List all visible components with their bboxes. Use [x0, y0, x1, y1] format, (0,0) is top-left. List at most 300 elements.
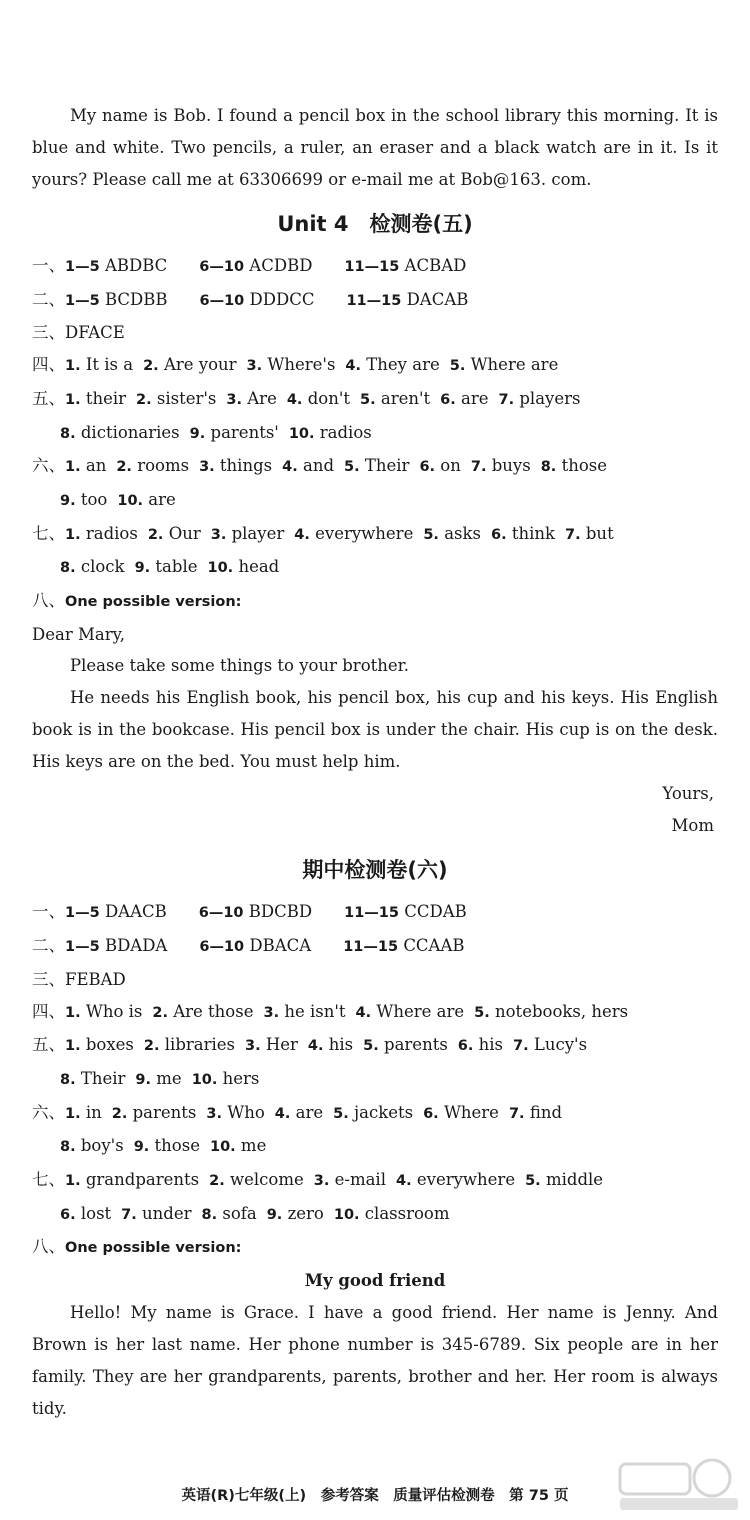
answer-value: rooms	[137, 456, 190, 476]
answer-number: 4.	[396, 1173, 412, 1190]
answer-number: 9.	[135, 1071, 152, 1088]
answer-item	[289, 423, 372, 442]
answer-number: 6—10	[198, 905, 244, 922]
answer-value: BDADA	[104, 936, 168, 956]
answer-number: 6.	[423, 1105, 439, 1122]
answer-item	[65, 256, 167, 275]
answer-item	[60, 557, 125, 576]
answer-item	[60, 1069, 125, 1088]
answer-item	[65, 524, 138, 543]
answer-number: 1—5	[65, 905, 100, 922]
answer-line	[32, 585, 718, 619]
answer-item	[206, 1103, 264, 1122]
question-group-label: 二、	[32, 289, 65, 309]
answer-line	[32, 284, 718, 318]
section-answers-unit4	[32, 250, 718, 619]
answer-number: 8.	[60, 425, 76, 442]
answer-number: 8.	[201, 1206, 218, 1223]
answer-item	[565, 524, 614, 543]
answer-item	[144, 1035, 235, 1054]
question-group-label: 五、	[32, 1035, 65, 1055]
answer-number: 8.	[540, 459, 557, 476]
answer-number: 1.	[65, 526, 81, 543]
answer-item	[136, 389, 216, 408]
letter-signature: Mom	[671, 816, 714, 836]
answer-number: 5.	[474, 1004, 490, 1021]
answer-value: and	[302, 456, 335, 476]
answer-item	[471, 456, 531, 475]
answer-value: find	[529, 1102, 563, 1122]
answer-item	[423, 1103, 499, 1122]
answer-item	[282, 456, 334, 475]
answer-item	[192, 1069, 260, 1088]
answer-value: DAACB	[104, 902, 167, 922]
answer-value: everywhere	[416, 1170, 516, 1190]
answer-value: middle	[545, 1170, 604, 1190]
letter-closing: Yours,	[662, 784, 714, 804]
answer-value: It is a	[85, 355, 134, 375]
answer-value: Where's	[267, 355, 336, 375]
answer-item	[423, 524, 481, 543]
answer-value: BCDBB	[104, 289, 168, 309]
section-title-unit4: Unit 4 检测卷(五)	[277, 212, 473, 236]
answer-item	[226, 389, 276, 408]
answer-number: 1.	[65, 358, 81, 375]
answer-number: 11—15	[344, 259, 400, 275]
question-group-label: 四、	[32, 1001, 65, 1021]
answer-item	[199, 256, 312, 275]
answer-item	[116, 456, 189, 475]
answer-value: are	[295, 1102, 324, 1122]
answer-value: Are those	[173, 1001, 254, 1021]
question-group-label: 三、	[32, 323, 65, 343]
question-group-label: 七、	[32, 523, 65, 543]
answer-value: he isn't	[284, 1001, 346, 1021]
answer-number: 7.	[565, 526, 581, 543]
answer-line	[32, 1198, 718, 1232]
answer-value: parents'	[210, 422, 279, 442]
answer-item	[121, 1204, 191, 1223]
answer-value: Our	[168, 523, 201, 543]
answer-value: welcome	[229, 1170, 304, 1190]
answer-number: 5.	[363, 1038, 379, 1055]
answer-item	[513, 1035, 587, 1054]
answer-line	[32, 551, 718, 585]
answer-value: things	[219, 456, 273, 476]
answer-number: 1.	[65, 1038, 81, 1055]
answer-value: BDCBD	[248, 902, 313, 922]
answer-number: 3.	[313, 1173, 330, 1190]
answer-number: 1.	[65, 1004, 81, 1021]
answer-number: 3.	[263, 1004, 280, 1021]
answer-item	[308, 1035, 353, 1054]
answer-item	[135, 1069, 181, 1088]
answer-value: his	[328, 1035, 354, 1055]
answer-number: 4.	[282, 459, 298, 476]
letter-paragraph: He needs his English book, his pencil box, his cup and his keys. His English book is in the bookcase. His pencil box is under the chair. His cup is on the desk. His keys are on the bed. You must help him.	[32, 688, 718, 772]
answer-value: but	[585, 523, 614, 543]
answer-number: 2.	[152, 1004, 168, 1021]
answer-item	[211, 524, 285, 543]
answer-item	[360, 389, 430, 408]
answer-number: 9.	[189, 425, 206, 442]
question-group-label: 二、	[32, 936, 65, 956]
answer-item	[287, 389, 350, 408]
answer-value: under	[142, 1203, 192, 1223]
answer-number: 1.	[65, 1105, 81, 1122]
question-group-label: 一、	[32, 256, 65, 275]
answer-value: those	[154, 1136, 200, 1156]
answer-number: 5.	[344, 459, 360, 476]
answer-item	[60, 423, 180, 442]
answer-item	[345, 355, 439, 374]
question-group-label: 六、	[32, 1102, 65, 1122]
answer-item	[135, 557, 198, 576]
answer-item	[199, 936, 311, 955]
answer-number: 10.	[117, 492, 144, 509]
question-group-label: 四、	[32, 355, 65, 375]
answer-value: an	[85, 456, 107, 476]
answer-number: 10.	[333, 1206, 360, 1223]
answer-item	[245, 1035, 298, 1054]
answer-value: notebooks, hers	[495, 1001, 629, 1021]
answer-value: FEBAD	[65, 969, 126, 989]
answer-item	[202, 1204, 257, 1223]
answer-item	[440, 389, 488, 408]
answer-number: 6—10	[199, 939, 245, 956]
section-title-midterm: 期中检测卷(六)	[302, 858, 448, 883]
answer-number: 3.	[246, 358, 263, 375]
answer-value: don't	[307, 388, 350, 408]
answer-value: those	[561, 456, 607, 476]
answer-number: 6.	[419, 459, 436, 476]
answer-value: Their	[364, 456, 410, 476]
answer-number: 2.	[111, 1105, 128, 1122]
answer-page	[32, 100, 718, 1425]
answer-number: 7.	[513, 1038, 529, 1055]
answer-value: radios	[319, 422, 372, 442]
answer-line	[32, 518, 718, 552]
answer-item	[499, 389, 581, 408]
answer-value: grandparents	[85, 1170, 200, 1190]
answer-value: DACAB	[406, 289, 469, 309]
answer-item	[396, 1170, 515, 1189]
answer-value: They are	[366, 355, 440, 375]
answer-item	[60, 490, 107, 509]
answer-item	[343, 936, 464, 955]
answer-value: players	[519, 388, 581, 408]
answer-number: 11—15	[344, 905, 399, 922]
answer-number: 1.	[65, 1173, 81, 1190]
answer-item	[333, 1103, 413, 1122]
answer-value: radios	[85, 523, 138, 543]
answer-line	[32, 964, 718, 996]
answer-value: Are your	[163, 355, 237, 375]
answer-item	[190, 423, 279, 442]
answer-item	[199, 456, 272, 475]
answer-value: everywhere	[315, 523, 414, 543]
answer-value: lost	[80, 1203, 112, 1223]
answer-number: 7.	[508, 1105, 525, 1122]
answer-value: think	[511, 523, 556, 543]
answer-number: 2.	[136, 391, 152, 408]
answer-line	[32, 930, 718, 964]
answer-item	[294, 524, 413, 543]
answer-number: 4.	[274, 1105, 291, 1122]
answer-item	[65, 1035, 134, 1054]
answer-line	[32, 383, 718, 417]
writing-prompt-label: One possible version:	[65, 1240, 242, 1257]
answer-number: 9.	[266, 1206, 283, 1223]
answer-item	[356, 1002, 465, 1021]
answer-value: parents	[384, 1035, 448, 1055]
writing-prompt-label: One possible version:	[65, 594, 242, 611]
answer-value: boxes	[85, 1035, 134, 1055]
answer-value: player	[231, 523, 285, 543]
answer-value: sister's	[156, 388, 217, 408]
answer-item	[491, 524, 555, 543]
answer-value: boy's	[80, 1136, 124, 1156]
answer-number: 3.	[245, 1038, 261, 1055]
answer-number: 2.	[143, 1038, 160, 1055]
answer-number: 8.	[60, 1071, 76, 1088]
answer-item	[208, 557, 280, 576]
answer-item	[344, 456, 409, 475]
answer-line	[32, 417, 718, 451]
answer-value: zero	[287, 1203, 324, 1223]
answer-value: are	[148, 489, 176, 509]
answer-value: parents	[132, 1102, 197, 1122]
answer-value: libraries	[164, 1035, 236, 1055]
section-answers-midterm	[32, 896, 718, 1265]
answer-value: Are	[247, 388, 277, 408]
answer-number: 2.	[147, 526, 164, 543]
answer-item	[525, 1170, 603, 1189]
answer-number: 6—10	[199, 259, 245, 275]
answer-value: his	[478, 1035, 504, 1055]
answer-number: 6.	[457, 1038, 474, 1055]
question-group-label: 六、	[32, 456, 65, 476]
answer-number: 10.	[209, 1139, 236, 1156]
answer-number: 1—5	[65, 939, 100, 956]
answer-number: 4.	[307, 1038, 324, 1055]
answer-value: DDDCC	[249, 289, 315, 309]
answer-number: 5.	[333, 1105, 349, 1122]
answer-value: ACDBD	[249, 256, 313, 275]
answer-line	[32, 250, 718, 284]
answer-value: asks	[444, 523, 481, 543]
answer-item	[65, 1002, 142, 1021]
answer-item	[509, 1103, 562, 1122]
answer-item	[199, 290, 314, 309]
answer-value: their	[85, 388, 127, 408]
answer-item	[210, 1136, 266, 1155]
answer-line	[32, 1063, 718, 1097]
answer-item	[65, 902, 167, 921]
answer-item	[419, 456, 460, 475]
question-group-label: 五、	[32, 388, 65, 408]
answer-number: 1.	[65, 391, 81, 408]
answer-item	[344, 256, 466, 275]
answer-value: dictionaries	[80, 422, 180, 442]
answer-item	[148, 524, 201, 543]
answer-line	[32, 1231, 718, 1265]
answer-number: 5.	[525, 1173, 541, 1190]
answer-number: 3.	[210, 526, 227, 543]
answer-item	[275, 1103, 323, 1122]
answer-line	[32, 1097, 718, 1131]
answer-item	[65, 936, 167, 955]
page-footer: 英语(R)七年级(上) 参考答案 质量评估检测卷 第 75 页	[181, 1488, 569, 1504]
answer-item	[344, 902, 467, 921]
answer-number: 4.	[294, 526, 310, 543]
answer-item	[60, 1204, 111, 1223]
answer-number: 8.	[60, 560, 76, 577]
answer-item	[247, 355, 336, 374]
answer-value: buys	[491, 456, 531, 476]
answer-value: hers	[222, 1068, 260, 1088]
answer-item	[209, 1170, 304, 1189]
answer-value: CCAAB	[403, 936, 465, 956]
answer-value: clock	[80, 557, 125, 577]
answer-number: 3.	[206, 1105, 223, 1122]
question-group-label: 三、	[32, 969, 65, 989]
answer-number: 3.	[226, 391, 243, 408]
question-group-label: 一、	[32, 902, 65, 922]
answer-number: 5.	[449, 358, 466, 375]
answer-value: ABDBC	[104, 256, 168, 275]
answer-item	[65, 456, 106, 475]
answer-number: 1—5	[65, 259, 100, 275]
answer-item	[541, 456, 607, 475]
answer-number: 9.	[134, 560, 151, 577]
answer-item	[65, 389, 126, 408]
letter-greeting: Dear Mary,	[32, 624, 125, 644]
answer-number: 7.	[121, 1206, 137, 1223]
answer-item	[65, 323, 125, 342]
answer-number: 11—15	[346, 292, 402, 309]
answer-item	[65, 1170, 199, 1189]
answer-item	[450, 355, 559, 374]
answer-number: 9.	[60, 492, 76, 509]
answer-number: 5.	[360, 391, 376, 408]
answer-value: in	[85, 1102, 102, 1122]
answer-item	[60, 1136, 124, 1155]
answer-value: Who is	[85, 1001, 143, 1021]
essay-paragraph: Hello! My name is Grace. I have a good friend. Her name is Jenny. And Brown is her last name. Her phone number is 345-6789. Six people are in her family. They are her grandparents, parents, brother and her. Her room is always tidy.	[32, 1303, 718, 1419]
answer-line	[32, 450, 718, 484]
answer-number: 9.	[133, 1139, 150, 1156]
answer-number: 7.	[498, 391, 515, 408]
answer-number: 6.	[440, 391, 456, 408]
answer-value: me	[240, 1136, 267, 1156]
answer-value: are	[461, 388, 489, 408]
answer-value: Where are	[376, 1001, 465, 1021]
answer-item	[134, 1136, 200, 1155]
answer-item	[143, 355, 236, 374]
question-group-label: 七、	[32, 1170, 65, 1190]
answer-item	[474, 1002, 628, 1021]
answer-value: me	[156, 1068, 182, 1088]
answer-value: Where	[443, 1102, 499, 1122]
answer-value: classroom	[364, 1203, 450, 1223]
answer-value: jackets	[354, 1102, 414, 1122]
answer-item	[458, 1035, 503, 1054]
answer-number: 10.	[288, 425, 315, 442]
answer-item	[199, 902, 312, 921]
answer-number: 11—15	[343, 939, 399, 956]
answer-number: 4.	[345, 358, 362, 375]
letter-paragraph: Please take some things to your brother.	[70, 656, 409, 676]
answer-number: 2.	[116, 459, 132, 476]
answer-item	[263, 1002, 345, 1021]
answer-value: head	[238, 557, 280, 577]
answer-line	[32, 317, 718, 349]
question-group-label: 八、	[32, 591, 65, 611]
answer-value: too	[80, 489, 108, 509]
answer-item	[346, 290, 468, 309]
answer-number: 6—10	[199, 292, 245, 309]
answer-value: aren't	[380, 388, 431, 408]
answer-item	[267, 1204, 324, 1223]
answer-number: 7.	[470, 459, 487, 476]
answer-item	[65, 970, 126, 989]
answer-number: 5.	[423, 526, 439, 543]
answer-value: ACBAD	[404, 256, 467, 275]
answer-item	[65, 290, 167, 309]
answer-value: Their	[80, 1068, 126, 1088]
answer-line	[32, 1029, 718, 1063]
answer-number: 6.	[490, 526, 507, 543]
answer-number: 10.	[191, 1071, 218, 1088]
answer-number: 3.	[199, 459, 215, 476]
answer-item	[334, 1204, 450, 1223]
mxqe-watermark-logo	[612, 1454, 742, 1514]
answer-item	[152, 1002, 253, 1021]
answer-item	[65, 1103, 102, 1122]
answer-value: Where are	[470, 355, 559, 375]
answer-number: 10.	[207, 560, 234, 577]
answer-number: 4.	[355, 1004, 372, 1021]
answer-item	[363, 1035, 448, 1054]
answer-value: DBACA	[249, 936, 312, 956]
question-group-label: 八、	[32, 1237, 65, 1257]
intro-paragraph: My name is Bob. I found a pencil box in the school library this morning. It is blue and white. Two pencils, a ruler, an eraser and a black watch are in it. Is it yours? Please call me at 63306699 or e-mail me at Bob@163. com.	[32, 106, 718, 189]
answer-value: on	[440, 456, 461, 476]
answer-line	[32, 996, 718, 1030]
answer-value: e-mail	[334, 1170, 386, 1190]
answer-value: table	[155, 557, 198, 577]
essay-title: My good friend	[304, 1271, 446, 1291]
answer-number: 8.	[60, 1139, 76, 1156]
answer-number: 2.	[143, 358, 159, 375]
answer-item	[65, 355, 133, 374]
answer-number: 1—5	[65, 292, 100, 309]
answer-value: Lucy's	[533, 1035, 588, 1055]
answer-item	[117, 490, 175, 509]
answer-line	[32, 896, 718, 930]
answer-value: Who	[227, 1102, 265, 1122]
answer-value: DFACE	[65, 323, 125, 343]
answer-number: 6.	[60, 1206, 76, 1223]
answer-item	[112, 1103, 197, 1122]
answer-line	[32, 349, 718, 383]
answer-value: sofa	[222, 1203, 257, 1223]
answer-number: 1.	[65, 459, 81, 476]
answer-item	[314, 1170, 386, 1189]
answer-number: 2.	[209, 1173, 225, 1190]
answer-value: CCDAB	[404, 902, 467, 922]
